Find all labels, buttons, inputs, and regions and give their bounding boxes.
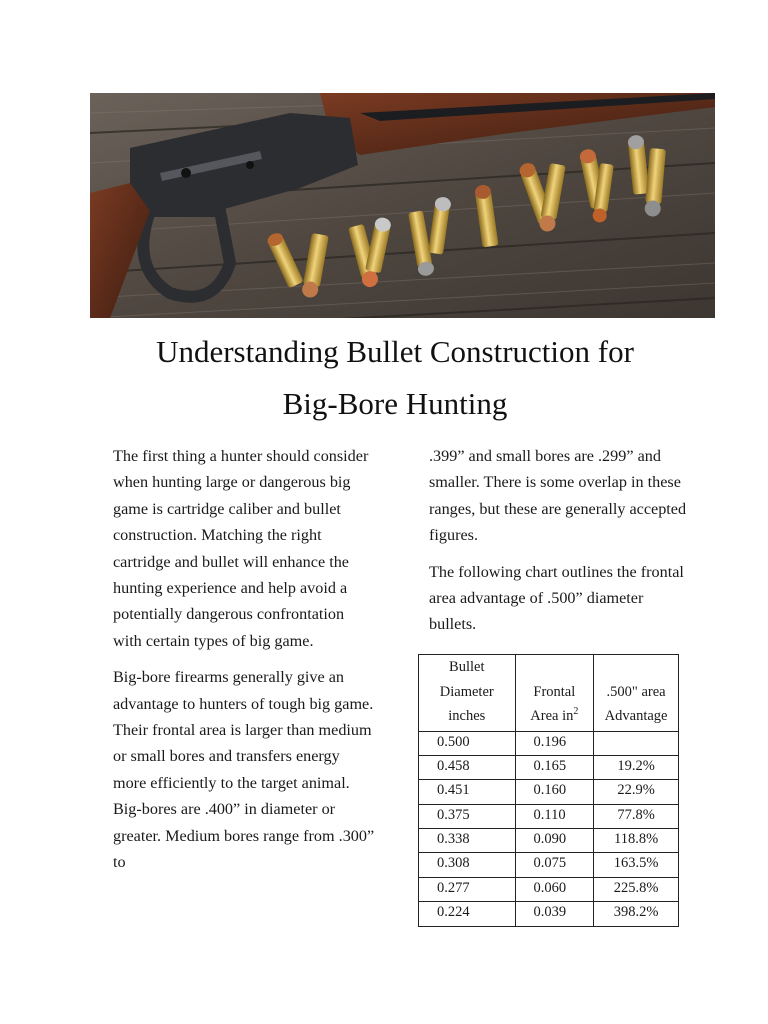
cell-diameter: 0.338 [419, 829, 516, 853]
cell-frontal-area: 0.060 [515, 877, 594, 901]
cell-diameter: 0.375 [419, 804, 516, 828]
table-row [419, 780, 679, 804]
table-row [419, 829, 679, 853]
cell-advantage: 398.2% [594, 902, 679, 926]
cell-diameter: 0.277 [419, 877, 516, 901]
paragraph: The first thing a hunter should consider when hunting large or dangerous big game is cartridge caliber and bullet construction. Matching the right cartridge and bullet will enhance the hunting experience and help avoid a potentially dangerous confrontation with certain types of big game. [113, 447, 369, 650]
rifle-and-cartridges-illustration [90, 93, 715, 318]
cell-advantage: 163.5% [594, 853, 679, 877]
table-row [419, 804, 679, 828]
table-row [419, 853, 679, 877]
cell-frontal-area: 0.196 [515, 731, 594, 755]
title-line-1: Understanding Bullet Construction for [156, 334, 634, 369]
table-row [419, 755, 679, 779]
table-header-row [419, 655, 679, 732]
header-frontal-area: Frontal Area $in^2$ [515, 655, 594, 732]
cell-diameter: 0.224 [419, 902, 516, 926]
cell-frontal-area: 0.039 [515, 902, 594, 926]
cell-frontal-area: 0.160 [515, 780, 594, 804]
paragraph: The following chart outlines the frontal area advantage of .500” diameter bullets. [429, 562, 684, 634]
frontal-area-table [418, 654, 679, 927]
right-column [429, 443, 691, 648]
table-row [419, 731, 679, 755]
paragraph: Big-bore firearms generally give an advantage to hunters of tough big game. Their frontal area is larger than medium or small bores and transfers energy more efficiently to the target animal. Big-bores are .400” in diameter or greater. Medium bores range from .300” to [113, 668, 375, 872]
cell-advantage: 118.8% [594, 829, 679, 853]
header-area-advantage: .500" area Advantage [594, 655, 679, 732]
hero-image [90, 93, 715, 318]
cell-frontal-area: 0.075 [515, 853, 594, 877]
cell-advantage: 19.2% [594, 755, 679, 779]
paragraph: .399” and small bores are .299” and smaller. There is some overlap in these ranges, but these are generally accepted figures. [429, 447, 687, 545]
cell-diameter: 0.308 [419, 853, 516, 877]
cell-diameter: 0.451 [419, 780, 516, 804]
cell-frontal-area: 0.110 [515, 804, 594, 828]
cell-advantage [594, 731, 679, 755]
cell-diameter: 0.500 [419, 731, 516, 755]
page-title [60, 326, 730, 430]
cell-frontal-area: 0.090 [515, 829, 594, 853]
left-column [113, 443, 375, 886]
title-line-2: Big-Bore Hunting [282, 386, 508, 421]
cell-diameter: 0.458 [419, 755, 516, 779]
cell-advantage: 22.9% [594, 780, 679, 804]
header-bullet-diameter: Bullet Diameter inches [419, 655, 516, 732]
cell-frontal-area: 0.165 [515, 755, 594, 779]
table-row [419, 877, 679, 901]
cell-advantage: 77.8% [594, 804, 679, 828]
table-row [419, 902, 679, 926]
cell-advantage: 225.8% [594, 877, 679, 901]
